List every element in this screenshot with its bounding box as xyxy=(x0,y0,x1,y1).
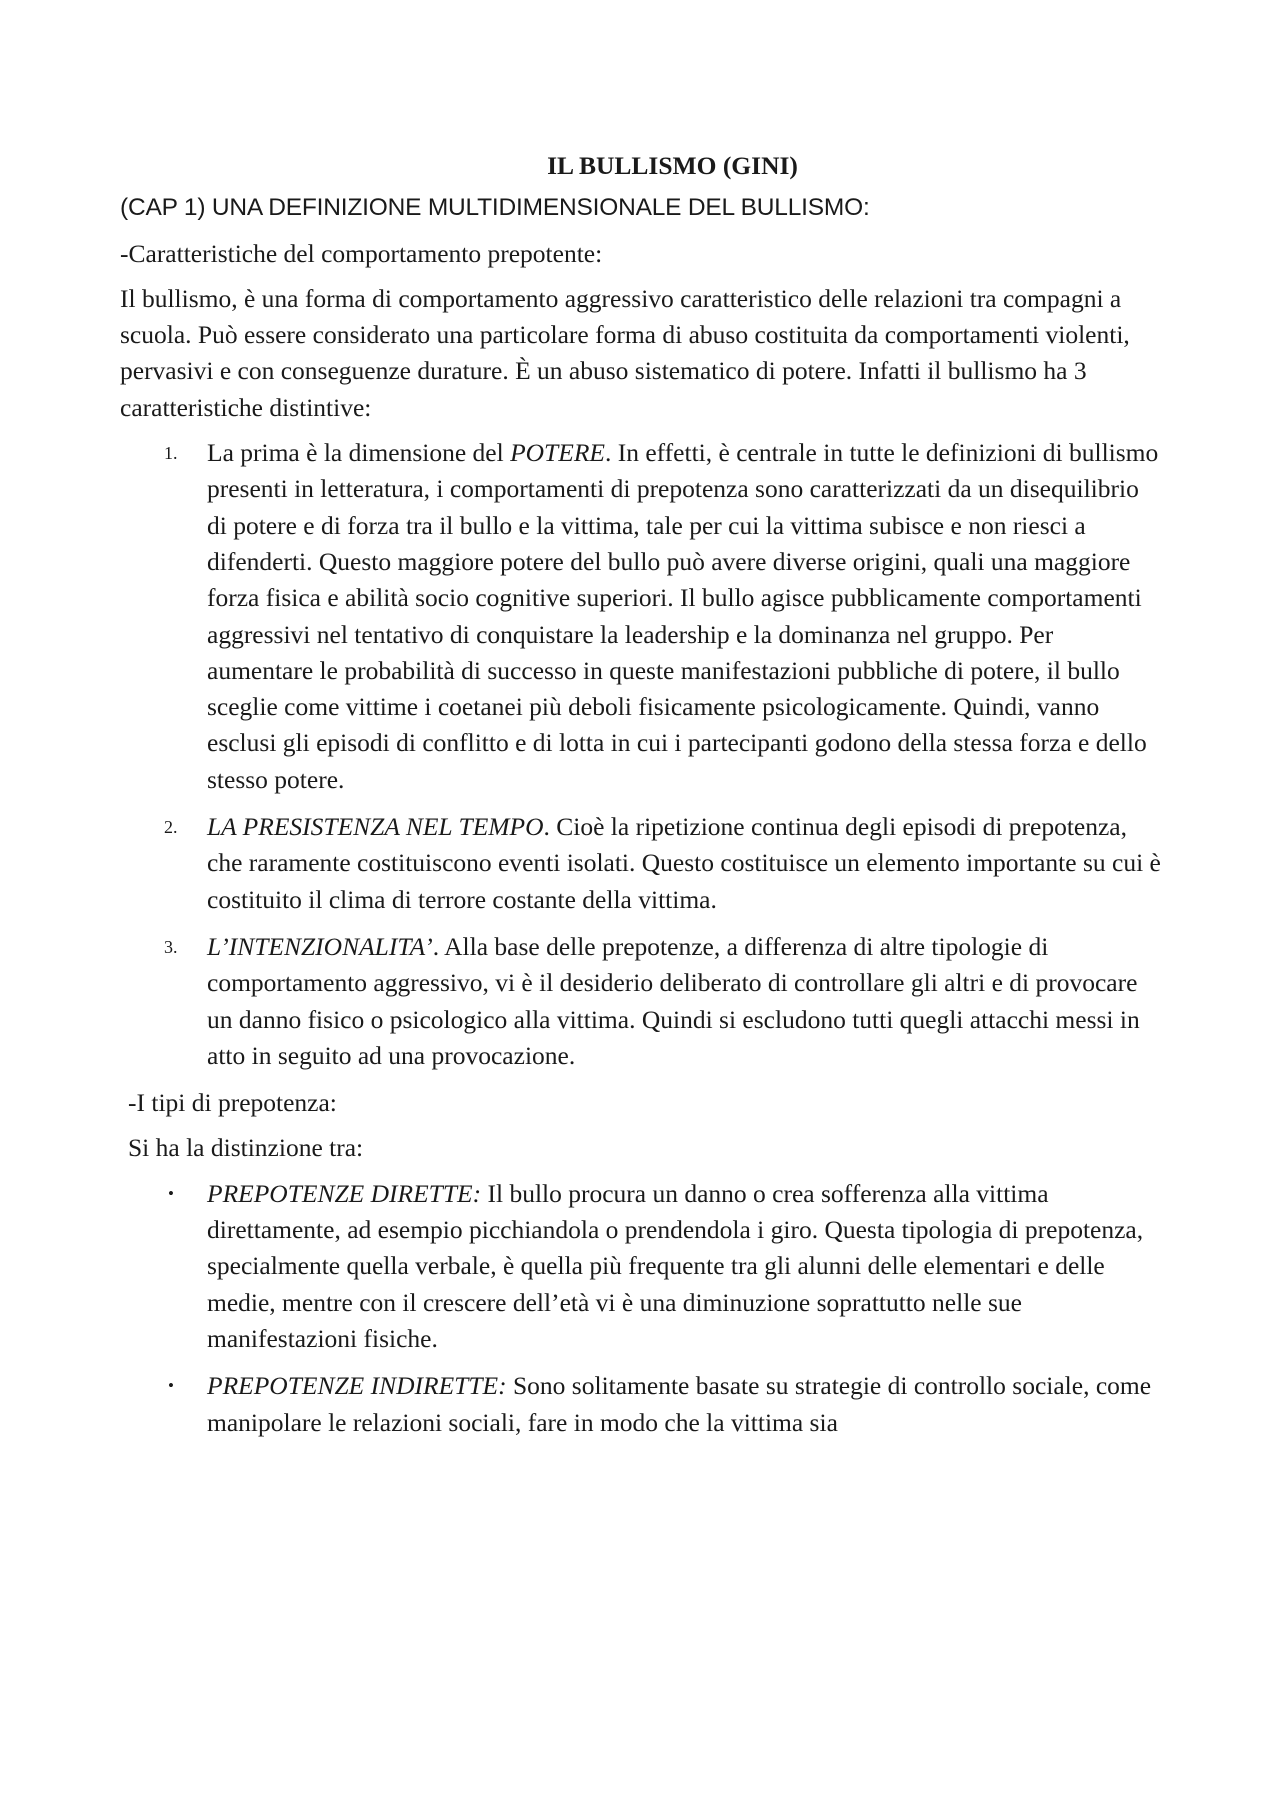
item-emphasis: LA PRESISTENZA NEL TEMPO xyxy=(207,812,544,842)
list-number: 3. xyxy=(164,936,178,957)
section-heading-characteristics: -Caratteristiche del comportamento prepotente: xyxy=(120,238,603,268)
bullet-icon: • xyxy=(168,1183,174,1203)
list-number: 2. xyxy=(164,817,178,838)
item-emphasis: PREPOTENZE DIRETTE: xyxy=(207,1178,482,1208)
list-item xyxy=(120,1368,1165,1441)
section-heading-types: -I tipi di prepotenza: xyxy=(128,1088,337,1118)
item-text: Il bullo procura un danno o crea sofferenza alla vittima direttamente, ad esempio picchiandola o prendendola i giro. Questa tipologia di prepotenza, specialmente quella verbale, è quella più frequente tra gli alunni delle elementari e delle medie, mentre con il crescere dell’età vi è una diminuzione soprattutto nelle sue manifestazioni fisiche. xyxy=(207,1178,1144,1353)
item-emphasis: L’INTENZIONALITA’ xyxy=(207,931,433,961)
list-item xyxy=(120,929,1165,1074)
distinction-intro: Si ha la distinzione tra: xyxy=(128,1133,364,1163)
list-item xyxy=(120,1176,1165,1357)
document-page xyxy=(120,148,1165,1452)
intro-paragraph: Il bullismo, è una forma di comportamento aggressivo caratteristico delle relazioni tra compagni a scuola. Può essere considerato una particolare forma di abuso costituita da comportamenti violenti, pervasivi e con conseguenze durature. È un abuso sistematico di potere. Infatti il bullismo ha 3 caratteristiche distintive: xyxy=(120,283,1130,422)
bullet-icon: • xyxy=(168,1376,174,1396)
list-number: 1. xyxy=(164,443,178,464)
item-emphasis: PREPOTENZE INDIRETTE: xyxy=(207,1371,507,1401)
list-item xyxy=(120,809,1165,918)
item-text: . Cioè la ripetizione continua degli episodi di prepotenza, che raramente costituiscono eventi isolati. Questo costituisce un elemento importante su cui è costituito il clima di terrore costante della vittima. xyxy=(207,812,1161,914)
types-list xyxy=(120,1176,1165,1441)
item-text: . In effetti, è centrale in tutte le definizioni di bullismo presenti in letteratura, i comportamenti di prepotenza sono caratterizzati da un disequilibrio di potere e di forza tra il bullo e la vittima, tale per cui la vittima subisce e non riesci a difenderti. Questo maggiore potere del bullo può avere diverse origini, quali una maggiore forza fisica e abilità socio cognitive superiori. Il bullo agisce pubblicamente comportamenti aggressivi nel tentativo di conquistare la leadership e la dominanza nel gruppo. Per aumentare le probabilità di successo in queste manifestazioni pubbliche di potere, il bullo sceglie come vittime i coetanei più deboli fisicamente psicologicamente. Quindi, vanno esclusi gli episodi di conflitto e di lotta in cui i partecipanti godono della stessa forza e dello stesso potere. xyxy=(207,438,1159,794)
list-item xyxy=(120,435,1165,798)
chapter-heading: (CAP 1) UNA DEFINIZIONE MULTIDIMENSIONALE DEL BULLISMO: xyxy=(120,194,870,222)
item-emphasis: POTERE xyxy=(510,438,605,468)
document-title: IL BULLISMO (GINI) xyxy=(547,151,798,180)
characteristics-list xyxy=(120,435,1165,1074)
item-text: Sono solitamente basate su strategie di controllo sociale, come manipolare le relazioni sociali, fare in modo che la vittima sia xyxy=(207,1371,1152,1437)
item-prefix: La prima è la dimensione del xyxy=(207,438,511,468)
item-text: . Alla base delle prepotenze, a differenza di altre tipologie di comportamento aggressivo, vi è il desiderio deliberato di controllare gli altri e di provocare un danno fisico o psicologico alla vittima. Quindi si escludono tutti quegli attacchi messi in atto in seguito ad una provocazione. xyxy=(207,931,1140,1070)
